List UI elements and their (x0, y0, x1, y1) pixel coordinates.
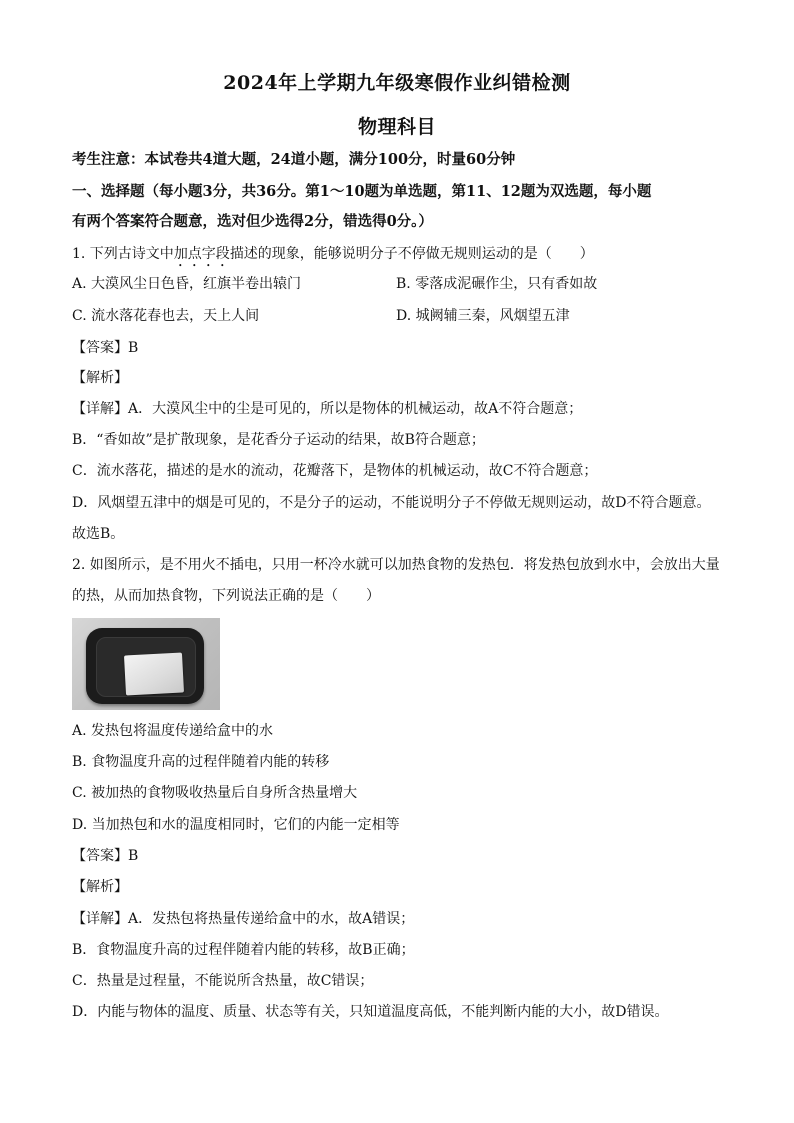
q1-detail-line: B．“香如故”是扩散现象，是花香分子运动的结果，故B符合题意； (72, 432, 485, 448)
q1-conclusion: 故选B。 (72, 526, 125, 542)
q1-option-d: D. 城阙辅三秦，风烟望五津 (396, 308, 570, 324)
q2-option-c: C. 被加热的食物吸收热量后自身所含热量增大 (72, 785, 358, 801)
q2-option-d: D. 当加热包和水的温度相同时，它们的内能一定相等 (72, 817, 400, 833)
heating-pack (124, 653, 184, 696)
q2-option-a: A. 发热包将温度传递给盒中的水 (72, 723, 274, 739)
q2-answer: 【答案】B (72, 848, 139, 864)
q2-analysis-label: 【解析】 (72, 879, 128, 895)
section-heading-line-1: 一、选择题（每小题3分，共36分。第1～10题为单选题，第11、12题为双选题，每小题 (72, 183, 652, 200)
q1-detail-line: C．流水落花，描述的是水的流动，花瓣落下，是物体的机械运动，故C不符合题意； (72, 463, 598, 479)
q2-detail-line: D．内能与物体的温度、质量、状态等有关，只知道温度高低，不能判断内能的大小，故D错误。 (72, 1004, 669, 1020)
q1-option-a: A. 大漠风尘日色昏，红旗半卷出辕门 (72, 276, 302, 292)
q2-detail-line: B．食物温度升高的过程伴随着内能的转移，故B正确； (72, 942, 415, 958)
q2-stem-line-1: 2. 如图所示，是不用火不插电，只用一杯冷水就可以加热食物的发热包．将发热包放到水中，会放出大量 (72, 557, 720, 573)
q1-analysis-label: 【解析】 (72, 370, 128, 386)
q2-option-b: B. 食物温度升高的过程伴随着内能的转移 (72, 754, 330, 770)
q1-stem (72, 244, 732, 270)
q1-detail-line: D．风烟望五津中的烟是可见的，不是分子的运动，不能说明分子不停做无规则运动，故D不符合题意。 (72, 495, 711, 511)
black-tray (86, 628, 204, 704)
q2-stem-line-2: 的热，从而加热食物，下列说法正确的是（ ） (72, 588, 380, 604)
q1-stem-emphasis: 加点字段 (173, 246, 230, 262)
q1-stem-prefix: 1. 下列古诗文中 (72, 246, 174, 262)
q1-option-c: C. 流水落花春也去，天上人间 (72, 308, 260, 324)
q1-detail-line: 【详解】A．大漠风尘中的尘是可见的，所以是物体的机械运动，故A不符合题意； (72, 401, 583, 417)
q2-detail-line: C．热量是过程量，不能说所含热量，故C错误； (72, 973, 374, 989)
q1-answer: 【答案】B (72, 340, 139, 356)
exam-notice: 考生注意：本试卷共4道大题，24道小题，满分100分，时量60分钟 (72, 151, 516, 168)
q1-option-b: B. 零落成泥碾作尘，只有香如故 (396, 276, 598, 292)
q1-stem-suffix: 描述的现象，能够说明分子不停做无规则运动的是（ ） (229, 246, 594, 262)
heating-pack-photo (72, 618, 220, 710)
q2-detail-line: 【详解】A．发热包将热量传递给盒中的水，故A错误； (72, 911, 415, 927)
section-heading-line-2: 有两个答案符合题意，选对但少选得2分，错选得0分。） (72, 213, 433, 230)
exam-title: 2024年上学期九年级寒假作业纠错检测 (223, 72, 571, 94)
subject-title: 物理科目 (357, 116, 436, 138)
